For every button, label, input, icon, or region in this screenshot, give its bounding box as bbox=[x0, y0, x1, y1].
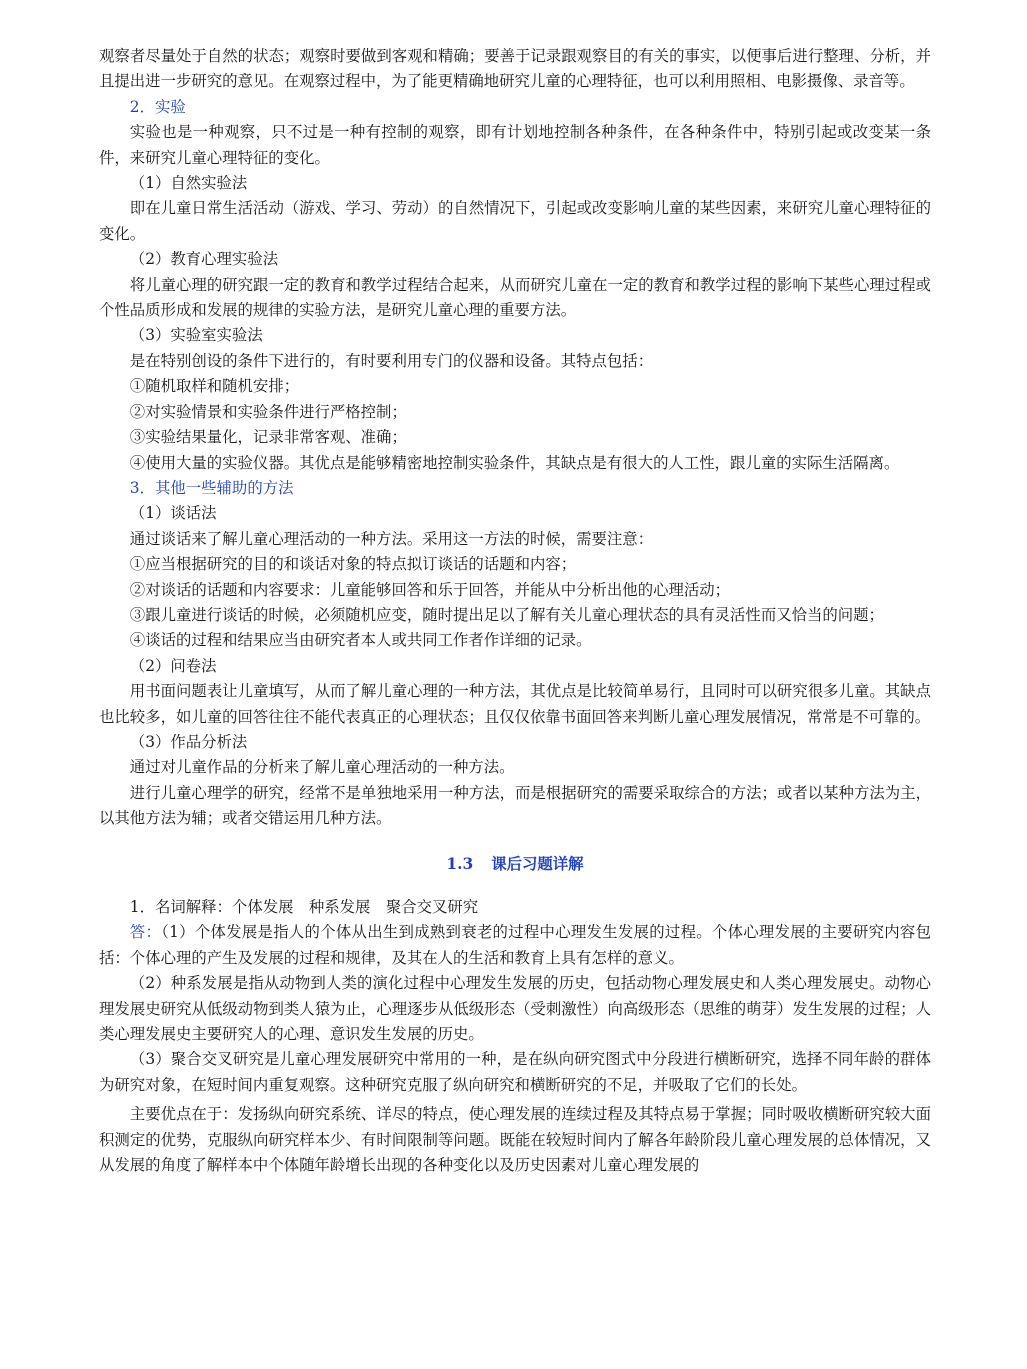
paragraph: ④使用大量的实验仪器。其优点是能够精密地控制实验条件，其缺点是有很大的人工性，跟儿童的实际生活隔离。 bbox=[129, 453, 900, 472]
paragraph: 将儿童心理的研究跟一定的教育和教学过程结合起来，从而研究儿童在一定的教育和教学过程的影响下某些心理过程或个性品质形成和发展的规律的实验方法，是研究儿童心理的重要方法。 bbox=[99, 275, 931, 320]
paragraph: 观察者尽量处于自然的状态；观察时要做到客观和精确；要善于记录跟观察目的有关的事实，以便事后进行整理、分析，并且提出进一步研究的意见。在观察过程中，为了能更精确地研究儿童的心理特征，也可以利用照相、电影摄像、录音等。 bbox=[99, 47, 931, 91]
paragraph: ③实验结果量化，记录非常客观、准确； bbox=[129, 428, 407, 447]
paragraph: 主要优点在于：发扬纵向研究系统、详尽的特点，使心理发展的连续过程及其特点易于掌握；同时吸收横断研究较大面积测定的优势，克服纵向研究样本少、有时间限制等问题。既能在较短时间内了解各年龄阶段儿童心理发展的总体情况，又从发展的角度了解样本中个体随年龄增长出现的各种变化以及历史因素对儿童心理发展的 bbox=[99, 1105, 931, 1175]
paragraph: （3）聚合交叉研究是儿童心理发展研究中常用的一种，是在纵向研究图式中分段进行横断研究，选择不同年龄的群体为研究对象，在短时间内重复观察。这种研究克服了纵向研究和横断研究的不足，并吸取了它们的长处。 bbox=[99, 1050, 931, 1094]
answer-paragraph bbox=[99, 920, 931, 971]
document-page bbox=[99, 44, 931, 1178]
paragraph: （3）实验室实验法 bbox=[129, 326, 263, 345]
paragraph: 用书面问题表让儿童填写，从而了解儿童心理的一种方法，其优点是比较简单易行，且同时可以研究很多儿童。其缺点也比较多，如儿童的回答往往不能代表真正的心理状态；且仅仅依靠书面回答来判断儿童心理发展情况，常常是不可靠的。 bbox=[99, 682, 931, 726]
paragraph: 即在儿童日常生活活动（游戏、学习、劳动）的自然情况下，引起或改变影响儿童的某些因素，来研究儿童心理特征的变化。 bbox=[99, 199, 931, 243]
paragraph: ①随机取样和随机安排； bbox=[129, 377, 300, 396]
section-title: 课后习题详解 bbox=[491, 854, 584, 873]
paragraph: （3）作品分析法 bbox=[129, 732, 248, 751]
subsection-heading: 3．其他一些辅助的方法 bbox=[129, 478, 294, 497]
paragraph: （2）教育心理实验法 bbox=[129, 250, 279, 269]
paragraph: ③跟儿童进行谈话的时候，必须随机应变，随时提出足以了解有关儿童心理状态的具有灵活性而又恰当的问题； bbox=[129, 605, 884, 624]
paragraph: （2）种系发展是指从动物到人类的演化过程中心理发生发展的历史，包括动物心理发展史和人类心理发展史。动物心理发展史研究从低级动物到类人猿为止，心理逐步从低级形态（受刺激性）向高级形态（思维的萌芽）发生发展的过程；人类心理发展史主要研究人的心理、意识发生发展的历史。 bbox=[99, 974, 931, 1044]
paragraph: ②对实验情景和实验条件进行严格控制； bbox=[129, 402, 407, 421]
method-section bbox=[99, 44, 931, 832]
paragraph: （2）问卷法 bbox=[129, 656, 217, 675]
answer-first-text: （1）个体发展是指人的个体从出生到成熟到衰老的过程中心理发生发展的过程。个体心理发展的主要研究内容包括：个体心理的产生及发展的过程和规律，及其在人的生活和教育上具有怎样的意义。 bbox=[99, 923, 931, 967]
question-text: 1．名词解释：个体发展 种系发展 聚合交叉研究 bbox=[129, 898, 479, 916]
paragraph: ④谈话的过程和结果应当由研究者本人或共同工作者作详细的记录。 bbox=[129, 631, 592, 650]
paragraph: 通过谈话来了解儿童心理活动的一种方法。采用这一方法的时候，需要注意： bbox=[129, 529, 654, 548]
paragraph: 实验也是一种观察，只不过是一种有控制的观察，即有计划地控制各种条件，在各种条件中，特别引起或改变某一条件，来研究儿童心理特征的变化。 bbox=[99, 123, 931, 167]
subsection-heading: 2．实验 bbox=[129, 97, 186, 116]
answer-section bbox=[99, 971, 931, 1178]
paragraph: ②对谈话的话题和内容要求：儿童能够回答和乐于回答，并能从中分析出他的心理活动； bbox=[129, 580, 731, 599]
section-number: 1.3 bbox=[446, 854, 474, 873]
paragraph: （1）谈话法 bbox=[129, 504, 217, 523]
paragraph: 进行儿童心理学的研究，经常不是单独地采用一种方法，而是根据研究的需要采取综合的方法；或者以某种方法为主，以其他方法为辅；或者交错运用几种方法。 bbox=[99, 783, 931, 828]
paragraph: 是在特别创设的条件下进行的，有时要利用专门的仪器和设备。其特点包括： bbox=[129, 351, 654, 370]
answer-label: 答： bbox=[129, 923, 162, 942]
section-heading bbox=[99, 852, 931, 877]
paragraph: （1）自然实验法 bbox=[129, 174, 248, 193]
paragraph: 通过对儿童作品的分析来了解儿童心理活动的一种方法。 bbox=[129, 758, 515, 777]
paragraph: ①应当根据研究的目的和谈话对象的特点拟订谈话的话题和内容； bbox=[129, 555, 577, 574]
